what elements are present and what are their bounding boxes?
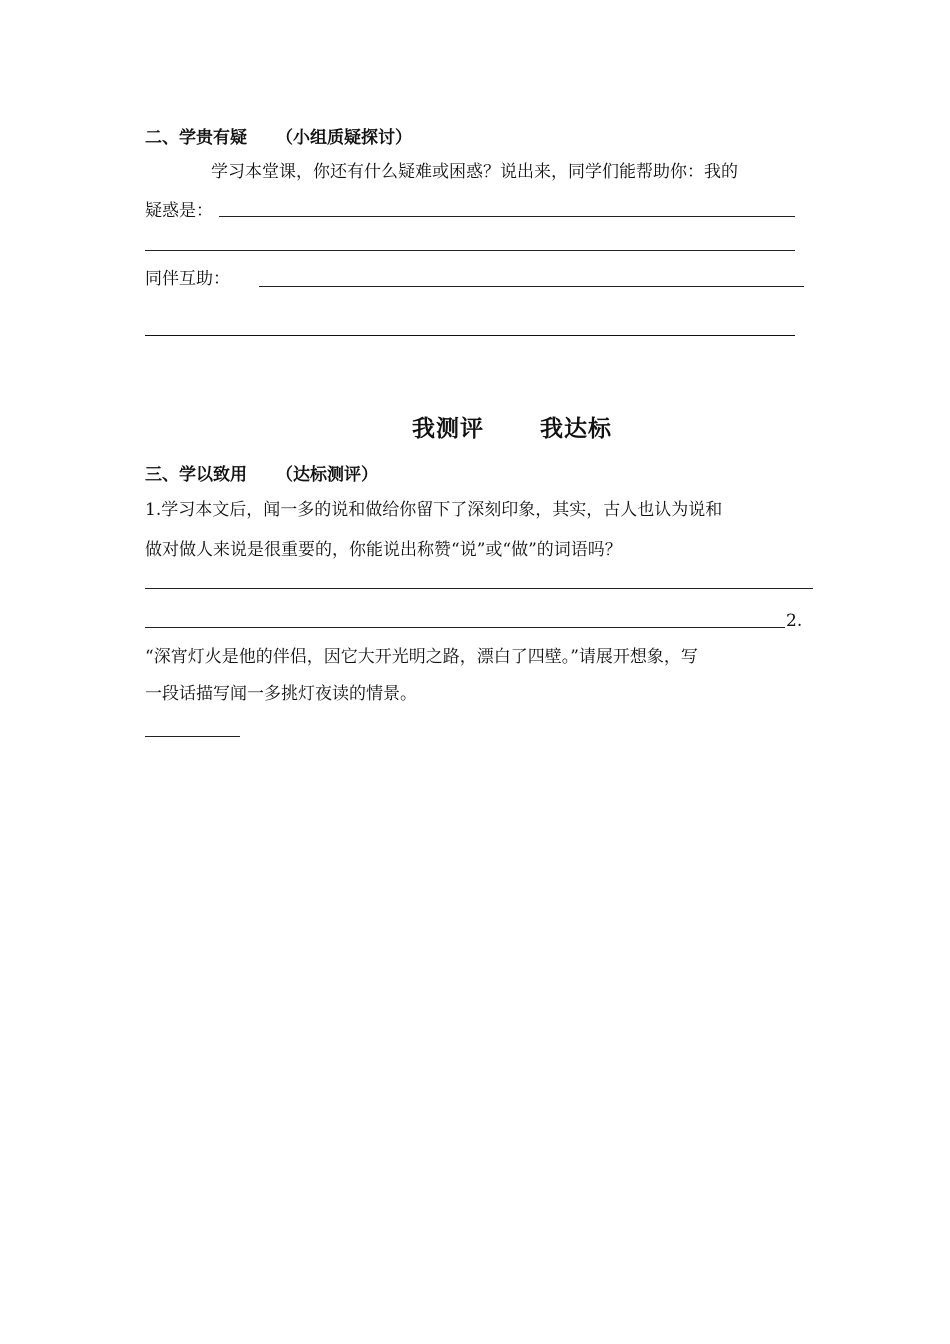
question-1-line-2: 做对做人来说是很重要的，你能说出称赞“说”或“做”的词语吗？ [145,540,622,560]
peer-help-label: 同伴互助： [145,269,230,289]
question-1-answer-line-1[interactable] [145,588,813,589]
peer-help-line-1[interactable] [259,286,804,287]
question-1-line-1: 1.学习本文后，闻一多的说和做给你留下了深刻印象，其实，古人也认为说和 [145,500,723,520]
question-2-answer-line[interactable] [145,736,240,737]
page-title-left: 我测评 [412,416,484,442]
peer-help-line-2[interactable] [145,335,795,336]
question-1-answer-line-2[interactable] [145,627,785,628]
section-2-heading: 二、学贵有疑 [145,128,247,148]
section-2-subheading: （小组质疑探讨） [276,128,412,148]
doubt-answer-line-1[interactable] [219,216,795,217]
section-3-heading: 三、学以致用 [145,465,247,485]
section-2-prompt-line-2: 疑惑是： [145,201,213,221]
question-2-number: 2. [786,611,803,631]
section-2-prompt-line-1: 学习本堂课，你还有什么疑难或困惑？说出来，同学们能帮助你：我的 [211,162,738,182]
page-title-right: 我达标 [540,416,612,442]
doubt-answer-line-2[interactable] [145,250,795,251]
section-3-subheading: （达标测评） [276,465,378,485]
question-2-line-1: “深宵灯火是他的伴侣，因它大开光明之路，漂白了四壁。”请展开想象，写 [145,647,698,667]
question-2-line-2: 一段话描写闻一多挑灯夜读的情景。 [145,684,417,704]
